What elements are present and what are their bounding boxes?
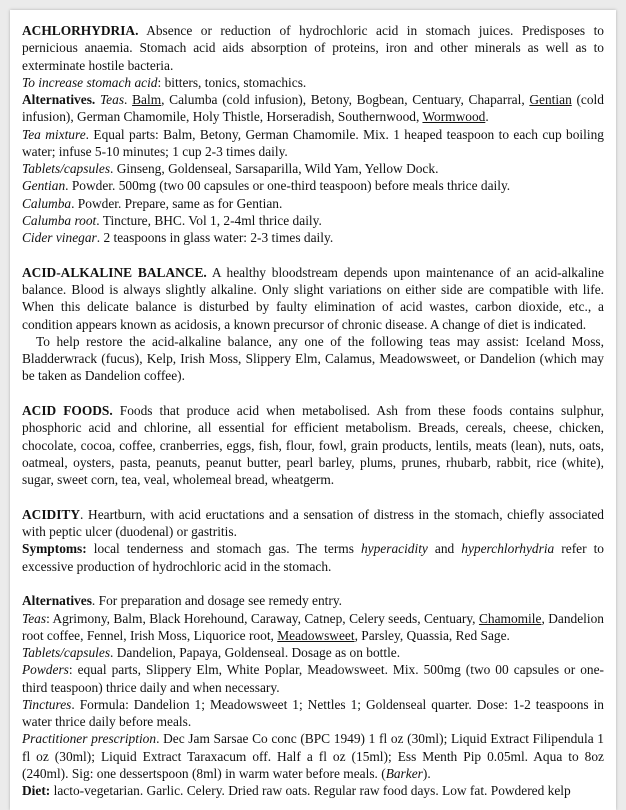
acidity-practitioner: Practitioner prescription. Dec Jam Sarsae Co conc (BPC 1949) 1 fl oz (30ml); Liquid Extract Filipendula 1 fl oz (30ml); Liquid Extract Taraxacum off. Half a fl oz (15ml); Ess Menth Pip 0.05ml. Aqua to 8oz (240ml). Sig: one dessertspoon (8ml) in warm water before meals. (Barker). xyxy=(22,731,604,781)
wormwood-link[interactable]: Wormwood xyxy=(422,109,486,125)
acidity-teas: Teas: Agrimony, Balm, Black Horehound, Caraway, Catnep, Celery seeds, Centuary, Chamomile, Dandelion root coffee, Fennel, Irish Moss, Liquorice root, Meadowsweet, Parsley, Quassia, Red Sage. xyxy=(22,610,604,643)
acid-alkaline-entry: ACID-ALKALINE BALANCE. A healthy bloodstream depends upon maintenance of an acid-alkaline balance. Blood is always slightly alkaline. Only slight variations on either side are compatible with life. When this delicate balance is disturbed by faulty elimination of acid wastes, carbon dioxide, etc., a condition appears known as acidosis, a known precursor of chronic disease. A change of diet is indicated. xyxy=(22,264,605,332)
acid-foods-entry: ACID FOODS. Foods that produce acid when metabolised. Ash from these foods contains sulphur, phosphoric acid and chlorine, all essential for efficient metabolism. Breads, cereals, cheese, chicken, chocolate, cocoa, coffee, cranberries, eggs, fish, flour, fowl, grain products, lentils, meats (lean), nuts, oats, oatmeal, oysters, pasta, peanuts, peanut butter, pearl barley, plums, prunes, rhubarb, rabbit, rice (white), sugar, sweet corn, tea, veal, wholemeal bread, wheatgerm. xyxy=(22,403,604,487)
acid-alkaline-para2: To help restore the acid-alkaline balance, any one of the following teas may assist: Iceland Moss, Bladderwrack (fucus), Kelp, Irish Moss, Slippery Elm, Calamus, Meadowsweet, or Dandelion (which may be taken as Dandelion coffee). xyxy=(22,333,604,384)
achlorhydria-calumba-root: Calumba root. Tincture, BHC. Vol 1, 2-4ml thrice daily. xyxy=(22,212,322,228)
acidity-heading: ACIDITY xyxy=(22,506,81,522)
achlorhydria-tablets: Tablets/capsules. Ginseng, Goldenseal, Sarsaparilla, Wild Yam, Yellow Dock. xyxy=(22,161,439,176)
chamomile-link[interactable]: Chamomile xyxy=(478,610,542,626)
achlorhydria-intro: ACHLORHYDRIA. Absence or reduction of hydrochloric acid in stomach juices. Predisposes to pernicious anaemia. Stomach acid aids absorption of proteins, iron and other minerals as well as to exterminate hostile bacteria. xyxy=(22,23,604,73)
acidity-symptoms: Symptoms: local tenderness and stomach gas. The terms hyperacidity and hyperchlorhydria refer to excessive production of hydrochloric acid in the stomach. xyxy=(22,541,604,574)
gentian-link[interactable]: Gentian xyxy=(529,92,572,107)
meadowsweet-link[interactable]: Meadowsweet xyxy=(277,627,355,643)
acid-alkaline-heading: ACID-ALKALINE BALANCE. xyxy=(22,264,207,280)
achlorhydria-calumba: Calumba. Powder. Prepare, same as for Gentian. xyxy=(22,195,283,211)
achlorhydria-teas: Alternatives. Teas. Balm, Calumba (cold infusion), Betony, Bogbean, Centuary, Chaparral, Gentian (cold infusion), German Chamomile, Holy Thistle, Horseradish, Southernwood, Wormwood. xyxy=(22,92,604,125)
achlorhydria-gentian: Gentian. Powder. 500mg (two 00 capsules or one-third teaspoon) before meals thrice daily. xyxy=(22,178,511,194)
acid-foods-heading: ACID FOODS. xyxy=(22,403,113,418)
balm-link[interactable]: Balm xyxy=(132,92,162,107)
acidity-diet: Diet: lacto-vegetarian. Garlic. Celery. Dried raw oats. Regular raw food days. Low fat. Powdered kelp xyxy=(22,783,571,798)
page-content xyxy=(22,22,604,799)
achlorhydria-cider: Cider vinegar. 2 teaspoons in glass water: 2-3 times daily. xyxy=(22,230,334,245)
book-page xyxy=(10,10,616,810)
acidity-alternatives: Alternatives. For preparation and dosage see remedy entry. xyxy=(22,593,343,609)
acidity-tinctures: Tinctures. Formula: Dandelion 1; Meadowsweet 1; Nettles 1; Goldenseal quarter. Dose: 1-2 teaspoons in water thrice daily before meals. xyxy=(22,696,604,729)
achlorhydria-heading: ACHLORHYDRIA. xyxy=(22,23,139,38)
achlorhydria-increase: To increase stomach acid: bitters, tonics, stomachics. xyxy=(22,74,307,90)
acidity-powders: Powders: equal parts, Slippery Elm, White Poplar, Meadowsweet. Mix. 500mg (two 00 capsules or one-third teaspoon) thrice daily and when necessary. xyxy=(22,662,604,695)
achlorhydria-tea-mixture: Tea mixture. Equal parts: Balm, Betony, German Chamomile. Mix. 1 heaped teaspoon to each cup boiling water; infuse 5-10 minutes; 1 cup 2-3 times daily. xyxy=(22,126,604,159)
acidity-entry: ACIDITY. Heartburn, with acid eructations and a sensation of distress in the stomach, chiefly associated with peptic ulcer (duodenal) or gastritis. xyxy=(22,506,604,539)
acidity-tablets: Tablets/capsules. Dandelion, Papaya, Goldenseal. Dosage as on bottle. xyxy=(22,645,401,660)
